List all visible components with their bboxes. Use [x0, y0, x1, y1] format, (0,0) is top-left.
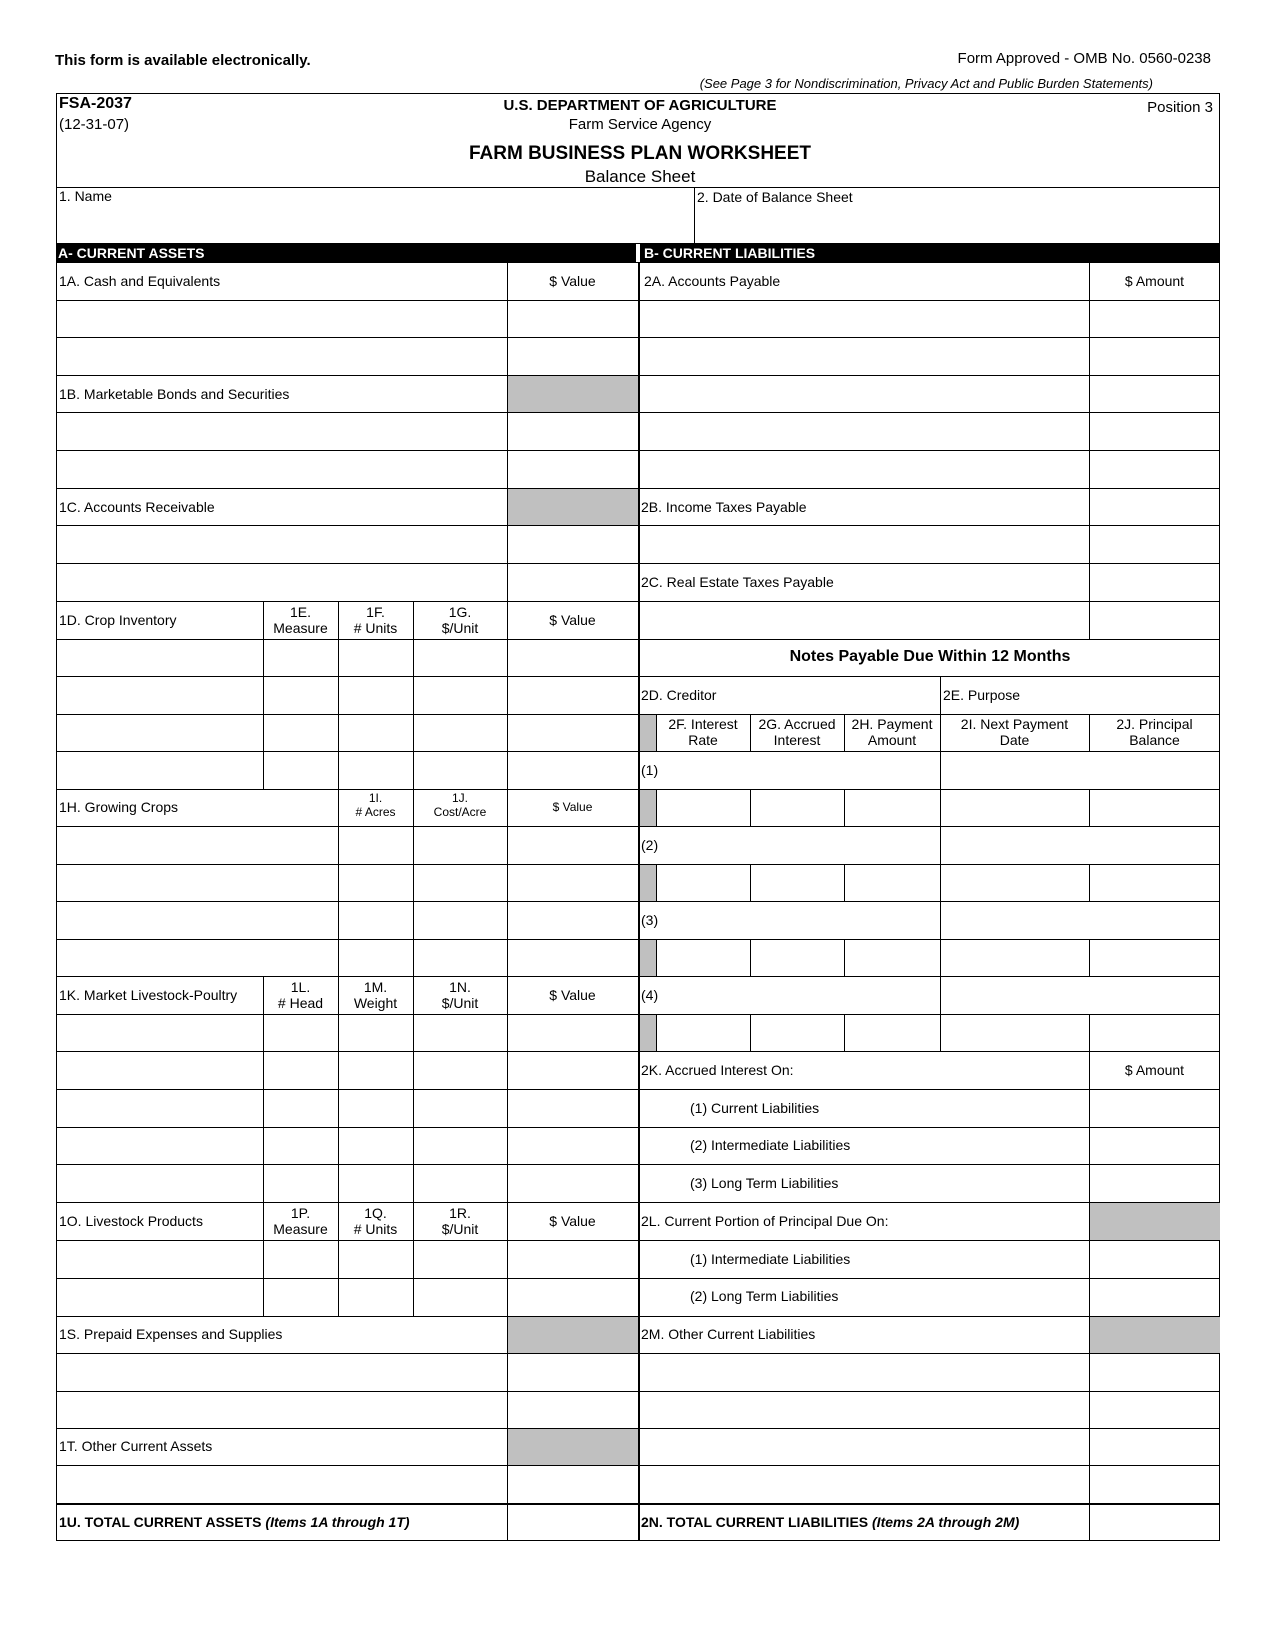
note-2: (2): [641, 837, 659, 853]
label-1o: 1O. Livestock Products: [59, 1213, 203, 1229]
note-4: (4): [641, 987, 659, 1003]
note-1: (1): [641, 762, 659, 778]
name-label: 1. Name: [59, 188, 112, 204]
label-1u: 1U. TOTAL CURRENT ASSETS (Items 1A through 1T): [59, 1514, 410, 1530]
value-header-1k: $ Value: [549, 987, 596, 1003]
form-number: FSA-2037: [59, 95, 132, 112]
label-1b: 1B. Marketable Bonds and Securities: [59, 386, 290, 402]
gray-1s: [507, 1316, 638, 1353]
department: U.S. DEPARTMENT OF AGRICULTURE: [503, 97, 777, 114]
label-2k-3: (3) Long Term Liabilities: [690, 1175, 839, 1191]
label-2l: 2L. Current Portion of Principal Due On:: [641, 1213, 889, 1229]
gray-n2: [640, 864, 656, 901]
label-2d: 2D. Creditor: [641, 687, 717, 703]
label-2k: 2K. Accrued Interest On:: [641, 1062, 794, 1078]
assets-header: A- CURRENT ASSETS: [56, 244, 636, 262]
gray-1b: [507, 375, 638, 412]
col-2j: 2J. Principal Balance: [1116, 716, 1193, 748]
liabilities-header: B- CURRENT LIABILITIES: [640, 244, 1220, 262]
label-2b: 2B. Income Taxes Payable: [641, 499, 807, 515]
label-2n: 2N. TOTAL CURRENT LIABILITIES (Items 2A through 2M): [641, 1514, 1020, 1530]
col-1e: 1E. Measure: [273, 604, 328, 636]
gray-1c: [507, 488, 638, 525]
label-2l-1: (1) Intermediate Liabilities: [690, 1251, 851, 1267]
date-field[interactable]: [700, 207, 1214, 241]
col-1g: 1G. $/Unit: [441, 604, 479, 636]
page-subtitle: Balance Sheet: [584, 167, 696, 186]
form-date: (12-31-07): [59, 116, 130, 133]
value-header-1a: $ Value: [549, 273, 596, 289]
label-2l-2: (2) Long Term Liabilities: [690, 1288, 839, 1304]
label-1h: 1H. Growing Crops: [59, 799, 179, 815]
col-1f: 1F. # Units: [353, 604, 398, 636]
col-1n: 1N. $/Unit: [441, 979, 479, 1011]
omb-number: Form Approved - OMB No. 0560-0238: [957, 50, 1211, 67]
label-1k: 1K. Market Livestock-Poultry: [59, 987, 238, 1003]
value-header-1o: $ Value: [549, 1213, 596, 1229]
col-1i: 1I. # Acres: [355, 791, 396, 819]
total-liabilities-field[interactable]: [1092, 1506, 1217, 1539]
label-2m: 2M. Other Current Liabilities: [641, 1326, 816, 1342]
gray-2m: [1089, 1316, 1220, 1353]
col-1j: 1J. Cost/Acre: [433, 791, 487, 819]
value-header-1h: $ Value: [552, 800, 593, 814]
amount-header-2a: $ Amount: [1124, 273, 1185, 289]
col-1m: 1M. Weight: [353, 979, 398, 1011]
col-2i: 2I. Next Payment Date: [960, 716, 1069, 748]
col-1l: 1L. # Head: [277, 979, 324, 1011]
label-1a: 1A. Cash and Equivalents: [59, 273, 221, 289]
col-1r: 1R. $/Unit: [441, 1205, 479, 1237]
gray-2f-hdr: [640, 714, 656, 751]
gray-n3: [640, 939, 656, 976]
col-2h: 2H. Payment Amount: [851, 716, 933, 748]
note-3: (3): [641, 912, 659, 928]
label-1t: 1T. Other Current Assets: [59, 1438, 213, 1454]
label-1c: 1C. Accounts Receivable: [59, 499, 215, 515]
label-2c: 2C. Real Estate Taxes Payable: [641, 574, 834, 590]
total-assets-field[interactable]: [510, 1506, 635, 1539]
statements-note: (See Page 3 for Nondiscrimination, Privacy Act and Public Burden Statements): [699, 76, 1153, 91]
notes-title: Notes Payable Due Within 12 Months: [789, 648, 1071, 665]
label-2e: 2E. Purpose: [943, 687, 1021, 703]
label-2k-2: (2) Intermediate Liabilities: [690, 1137, 851, 1153]
label-2k-1: (1) Current Liabilities: [690, 1100, 820, 1116]
name-field[interactable]: [60, 206, 688, 240]
col-2f: 2F. Interest Rate: [668, 716, 738, 748]
col-1p: 1P. Measure: [273, 1205, 328, 1237]
col-2g: 2G. Accrued Interest: [758, 716, 836, 748]
page-title: FARM BUSINESS PLAN WORKSHEET: [468, 143, 812, 164]
position: Position 3: [1147, 99, 1213, 116]
label-1d: 1D. Crop Inventory: [59, 612, 177, 628]
gray-1t: [507, 1428, 638, 1465]
gray-2l: [1089, 1202, 1220, 1240]
col-1q: 1Q. # Units: [353, 1205, 398, 1237]
label-1s: 1S. Prepaid Expenses and Supplies: [59, 1326, 283, 1342]
gray-n1: [640, 789, 656, 826]
amount-header-2k: $ Amount: [1124, 1062, 1185, 1078]
gray-n4: [640, 1014, 656, 1051]
value-header-1d: $ Value: [549, 612, 596, 628]
label-2a: 2A. Accounts Payable: [644, 273, 781, 289]
availability-note: This form is available electronically.: [55, 52, 311, 69]
agency: Farm Service Agency: [568, 116, 712, 133]
date-label: 2. Date of Balance Sheet: [697, 189, 853, 205]
